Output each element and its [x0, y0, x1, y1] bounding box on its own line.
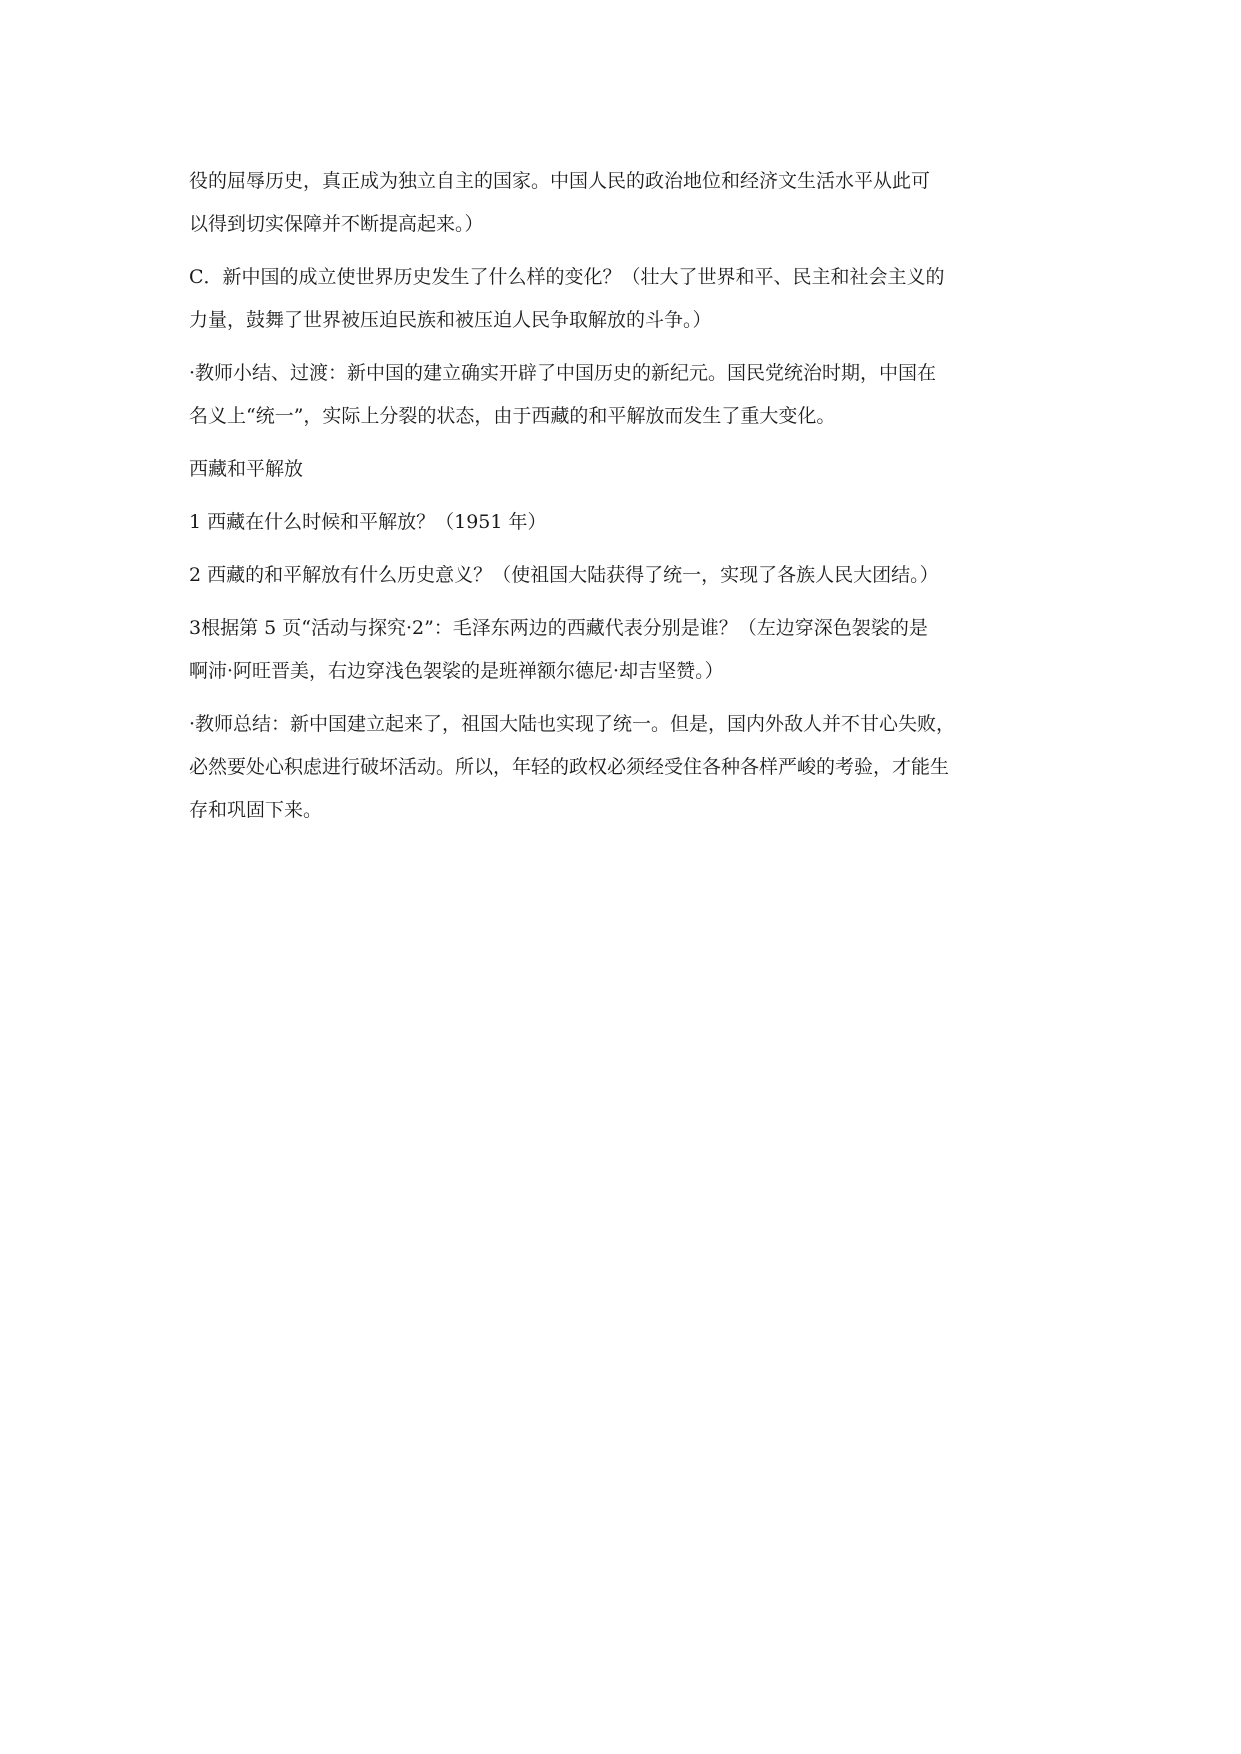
text-line: 3根据第 5 页“活动与探究·2”：毛泽东两边的西藏代表分别是谁？（左边穿深色袈裟的是: [189, 617, 928, 639]
paragraph-teacher-summary-transition: [189, 352, 1057, 438]
text-line: 必然要处心积虑进行破坏活动。所以，年轻的政权必须经受住各种各样严峻的考验，才能生: [189, 756, 950, 778]
text-line: 2 西藏的和平解放有什么历史意义？（使祖国大陆获得了统一，实现了各族人民大团结。）: [189, 564, 939, 586]
paragraph-question-c: [189, 256, 1057, 342]
text-line: 名义上“统一”，实际上分裂的状态，由于西藏的和平解放而发生了重大变化。: [189, 405, 836, 427]
text-line: C．新中国的成立使世界历史发生了什么样的变化？（壮大了世界和平、民主和社会主义的: [189, 266, 945, 288]
text-line: ·教师小结、过渡：新中国的建立确实开辟了中国历史的新纪元。国民党统治时期，中国在: [189, 362, 937, 384]
paragraph-question-2: [189, 554, 1057, 597]
text-line: 啊沛·阿旺晋美，右边穿浅色袈裟的是班禅额尔德尼·却吉坚赞。）: [189, 660, 724, 682]
text-line: 西藏和平解放: [189, 458, 304, 480]
paragraph-question-1: [189, 501, 1057, 544]
text-line: 以得到切实保障并不断提高起来。）: [189, 213, 484, 235]
document-body: [189, 160, 1057, 842]
text-line: 存和巩固下来。: [189, 799, 323, 821]
paragraph-1: [189, 160, 1057, 246]
paragraph-question-3: [189, 607, 1057, 693]
text-line: ·教师总结：新中国建立起来了，祖国大陆也实现了统一。但是，国内外敌人并不甘心失败，: [189, 713, 956, 735]
text-line: 力量，鼓舞了世界被压迫民族和被压迫人民争取解放的斗争。）: [189, 309, 712, 331]
text-line: 1 西藏在什么时候和平解放？（1951 年）: [189, 511, 547, 533]
paragraph-teacher-conclusion: [189, 703, 1057, 832]
text-line: 役的屈辱历史，真正成为独立自主的国家。中国人民的政治地位和经济文生活水平从此可: [189, 170, 931, 192]
section-heading-tibet: [189, 448, 1057, 491]
